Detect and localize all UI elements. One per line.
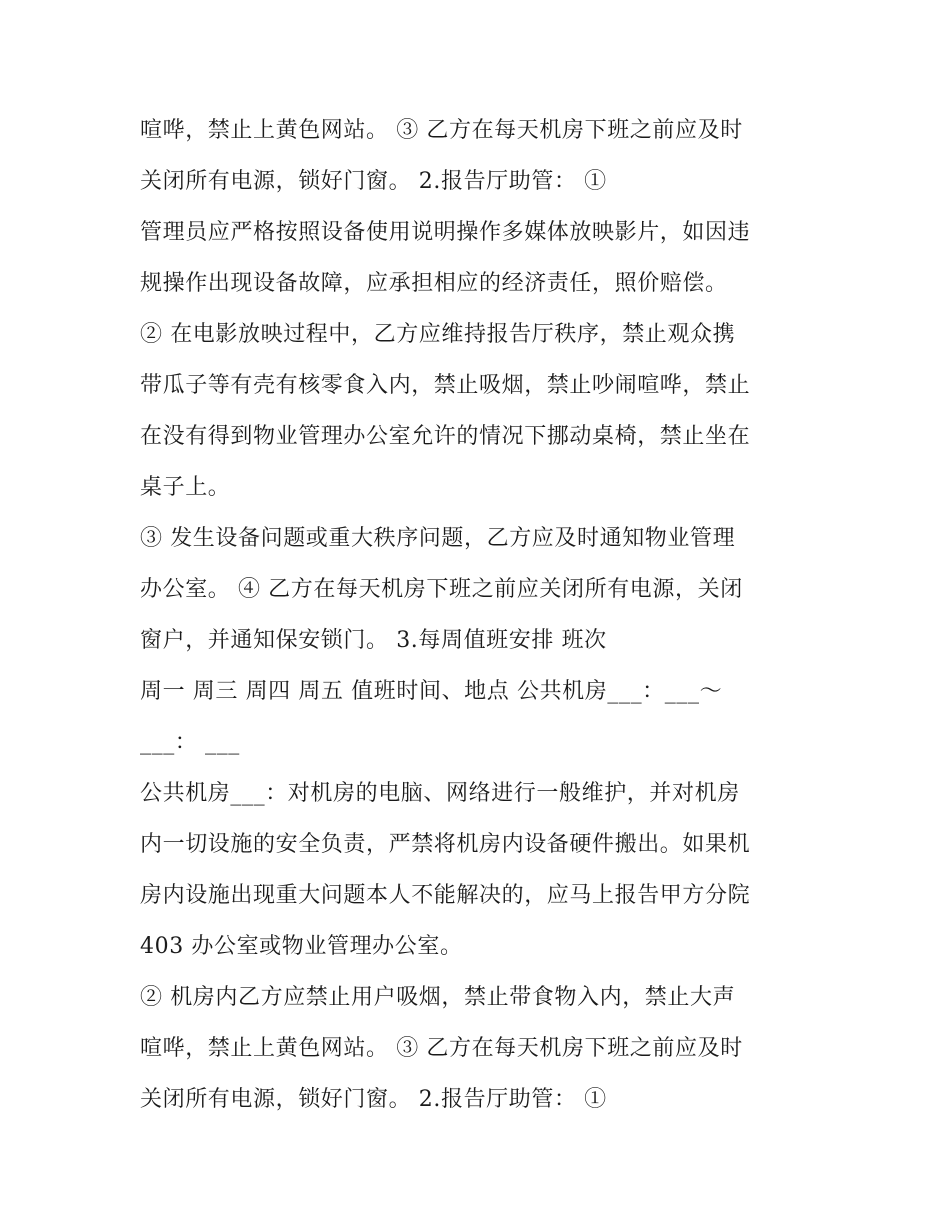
text-line: 规操作出现设备故障，应承担相应的经济责任，照价赔偿。 bbox=[140, 271, 728, 296]
text-line: 喧哗，禁止上黄色网站。 ③ 乙方在每天机房下班之前应及时 bbox=[140, 118, 743, 143]
text-line: 带瓜子等有壳有核零食入内，禁止吸烟，禁止吵闹喧哗，禁止 bbox=[140, 373, 751, 398]
text-line: 桌子上。 bbox=[140, 475, 231, 500]
text-line: ② 机房内乙方应禁止用户吸烟，禁止带食物入内，禁止大声 bbox=[140, 985, 736, 1010]
text-line: 关闭所有电源，锁好门窗。 2.报告厅助管： ① bbox=[140, 1087, 607, 1112]
text-line: 喧哗，禁止上黄色网站。 ③ 乙方在每天机房下班之前应及时 bbox=[140, 1036, 743, 1061]
text-line: 公共机房___：对机房的电脑、网络进行一般维护，并对机房 bbox=[140, 781, 740, 806]
text-line: 办公室。 ④ 乙方在每天机房下班之前应关闭所有电源，关闭 bbox=[140, 577, 743, 602]
text-line: 房内设施出现重大问题本人不能解决的，应马上报告甲方分院 bbox=[140, 883, 751, 908]
text-line: 周一 周三 周四 周五 值班时间、地点 公共机房___：___～ bbox=[140, 679, 723, 704]
text-line: ② 在电影放映过程中，乙方应维持报告厅秩序，禁止观众携 bbox=[140, 322, 736, 347]
text-line: ③ 发生设备问题或重大秩序问题，乙方应及时通知物业管理 bbox=[140, 526, 736, 551]
text-line: 关闭所有电源，锁好门窗。 2.报告厅助管： ① bbox=[140, 169, 607, 194]
text-line: 403 办公室或物业管理办公室。 bbox=[140, 934, 463, 959]
text-line: 窗户，并通知保安锁门。 3.每周值班安排 班次 bbox=[140, 628, 607, 653]
text-line: 在没有得到物业管理办公室允许的情况下挪动桌椅，禁止坐在 bbox=[140, 424, 751, 449]
text-line: 管理员应严格按照设备使用说明操作多媒体放映影片，如因违 bbox=[140, 220, 751, 245]
document-body bbox=[140, 105, 820, 1125]
text-line: 内一切设施的安全负责，严禁将机房内设备硬件搬出。如果机 bbox=[140, 832, 751, 857]
text-line: ___： ___ bbox=[140, 730, 240, 755]
